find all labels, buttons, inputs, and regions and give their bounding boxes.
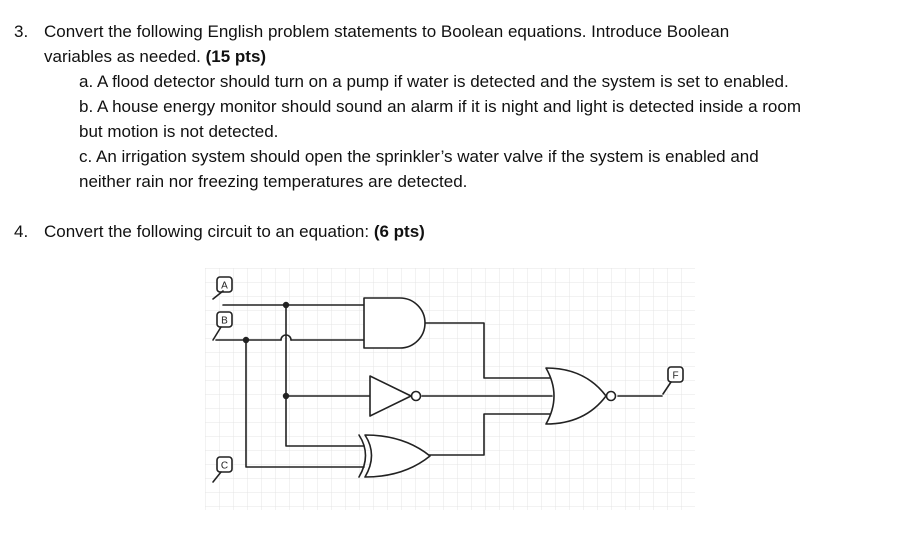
junction-dot xyxy=(284,303,289,308)
q3-item-b-line2: but motion is not detected. xyxy=(79,122,279,141)
q3-item-c-line1: c. An irrigation system should open the sprinkler’s water valve if the system is enabled and xyxy=(79,147,759,166)
output-f-label: F xyxy=(672,370,679,382)
q4-points: (6 pts) xyxy=(373,222,425,241)
q3-number: 3. xyxy=(14,22,29,41)
junction-dot xyxy=(284,394,289,399)
input-b-label: B xyxy=(221,315,228,327)
not-gate-bubble xyxy=(412,392,421,401)
q3-item-c-line2: neither rain nor freezing temperatures are detected. xyxy=(79,172,468,191)
input-a-label: A xyxy=(221,280,228,292)
input-c-label: C xyxy=(220,460,229,472)
q3-item-a: a. A flood detector should turn on a pump if water is detected and the system is set to enabled. xyxy=(79,72,789,91)
q3-text-line1: Convert the following English problem statements to Boolean equations. Introduce Boolean xyxy=(44,22,730,41)
q3-text-line2: variables as needed. xyxy=(44,47,201,66)
and-gate xyxy=(364,298,425,348)
q4-number: 4. xyxy=(14,222,29,241)
q4-text: Convert the following circuit to an equation: xyxy=(44,222,370,241)
junction-dot xyxy=(244,338,249,343)
q3-points: (15 pts) xyxy=(205,47,267,66)
q3-item-b-line1: b. A house energy monitor should sound an alarm if it is night and light is detected inside a room xyxy=(79,97,801,116)
